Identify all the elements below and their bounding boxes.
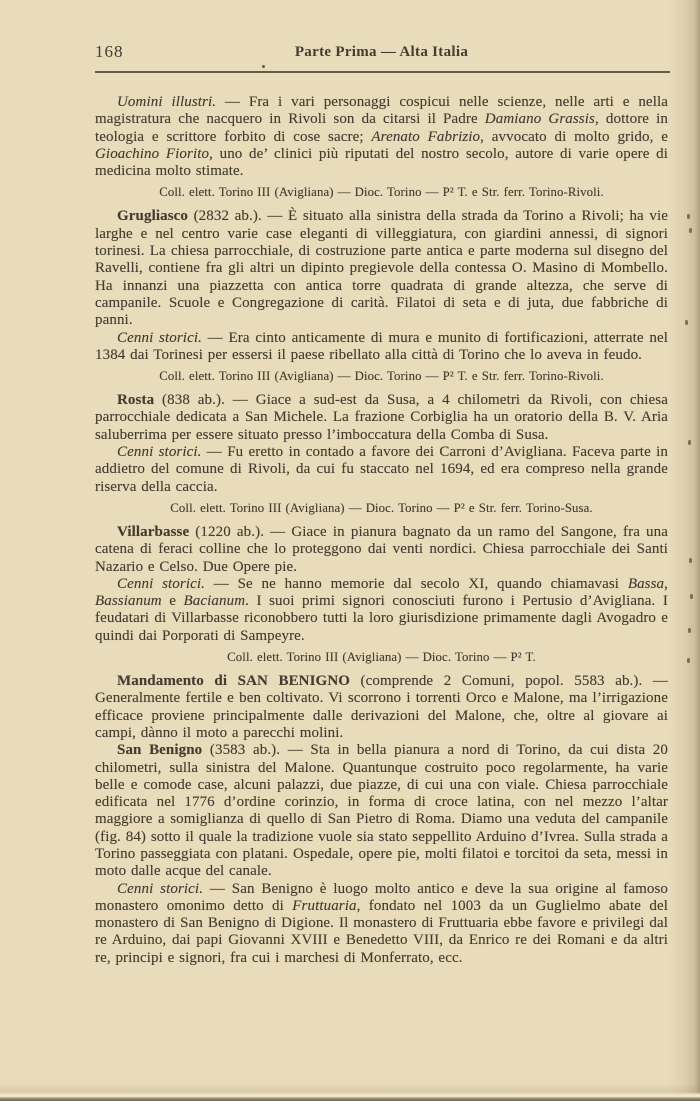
text-run: Bassianum — [95, 593, 162, 610]
text-run: — Fra i vari personaggi cospicui nelle scienze, nelle arti e nella magistratura che nacquero in Rivoli son da citarsi il Padre — [95, 94, 668, 128]
page-number: 168 — [95, 42, 124, 61]
text-run: . I suoi primi signori conosciuti furono i Pertusio d’Avigliana. I feudatari di Villarbasse riconobbero tutti la loro giurisdizione primamente dagli Avogadro e quindi dai Porporati di Sampeyre. — [95, 593, 668, 644]
paragraph-rosta-cenni-storici — [95, 444, 668, 496]
text-run: Bassa — [627, 575, 665, 592]
text-run: — Fu eretto in contado a favore dei Carroni d’Avigliana. Faceva parte in addietro del comune di Rivoli, da cui fu staccato nel 1694, ed era compreso nella grande riserva della caccia. — [95, 444, 668, 495]
text-run: Rosta — [117, 392, 155, 409]
text-run: Coll. elett. Torino III (Avigliana) — Dioc. Torino — P² T. e Str. ferr. Torino-Rivoli. — [159, 185, 604, 200]
text-run: Coll. elett. Torino III (Avigliana) — Dioc. Torino — P² T. e Str. ferr. Torino-Rivoli. — [159, 369, 604, 384]
text-run: , — [664, 575, 669, 592]
text-run: (1220 ab.). — Giace in pianura bagnato da un ramo del Sangone, fra una catena di feraci colline che lo proteggono dai venti nordici. Chiesa parrocchiale dei Santi Nazario e Celso. Due Opere pie. — [95, 523, 668, 575]
text-run: Coll. elett. Torino III (Avigliana) — Dioc. Torino — P² T. — [227, 650, 536, 665]
scan-speck — [688, 440, 691, 445]
note-coll-elett-rivoli-2 — [95, 369, 668, 384]
text-run: Fruttuaria — [292, 897, 357, 914]
running-header — [95, 42, 668, 64]
note-coll-elett-villarbasse — [95, 650, 668, 665]
paragraph-grugliasco — [95, 208, 668, 329]
note-coll-elett-rivoli-1 — [95, 185, 668, 200]
text-run: — Se ne hanno memorie dal secolo XI, quando chiamavasi — [204, 575, 628, 592]
paragraph-san-benigno — [95, 742, 668, 880]
text-run: (comprende 2 Comuni, popol. 5583 ab.). — Generalmente fertile e ben coltivato. Vi scorrono i torrenti Orco e Malone, ma l’irrigazione efficace proviene principalmente dalle derivazioni del Malone, che, oltre al giovare ai campi, dànno il moto a parecchi molini. — [95, 673, 668, 741]
text-run: Bacianum — [183, 593, 246, 610]
text-run: Grugliasco — [117, 208, 188, 225]
text-run: Cenni storici. — [117, 329, 202, 346]
scan-speck — [689, 558, 692, 563]
paragraph-grugliasco-cenni-storici — [95, 330, 668, 365]
text-run: Cenni storici. — [117, 880, 204, 897]
text-run: Mandamento di SAN BENIGNO — [117, 673, 351, 690]
paragraph-san-benigno-cenni-storici — [95, 881, 668, 967]
text-run: , fondato nel 1003 da un Guglielmo abate del monastero di San Benigno di Digione. Il monastero di Fruttuaria ebbe favore e privilegi dal re Arduino, dai papi Giovanni XVIII e Benedetto VIII, da Enrico re dei Romani e da altri re, principi e signori, fra cui i marchesi di Monferrato, ecc. — [95, 897, 669, 966]
text-run: e — [161, 593, 184, 610]
text-run: San Benigno — [117, 742, 203, 759]
scan-speck — [688, 628, 691, 633]
text-run: , avvocato di molto grido, e — [480, 128, 668, 145]
scan-speck — [687, 214, 690, 219]
text-run: Arenato Fabrizio — [371, 128, 481, 145]
running-head-title: Parte Prima — Alta Italia — [294, 44, 469, 60]
text-run: (2832 ab.). — È situato alla sinistra della strada da Torino a Rivoli; ha vie larghe e nel centro varie case eleganti di villeggiatura, con giardini annessi, di signori torinesi. La chiesa parrocchiale, di costruzione parte antica e parte moderna sul disegno del Ravelli, contiene fra gli altri un dipinto pregievole della contessa O. Masino di Mombello. Ha innanzi una piazzetta con antica torre quadrata di grande altezza, che serve di campanile. Scuole e Congregazione di carità. Filatoi di seta e di juta, due fabbriche di panni. — [95, 208, 668, 329]
page-edge-shadow-bottom — [0, 1083, 700, 1101]
page-edge-shadow-right — [668, 0, 700, 1101]
paragraph-villarbasse — [95, 524, 668, 576]
text-run: Cenni storici. — [117, 575, 205, 592]
scan-speck — [687, 658, 690, 663]
text-run: Gioachino Fiorito — [95, 145, 210, 162]
text-run: , uno de’ clinici più riputati del nostro secolo, autore di varie opere di medicina molto stimate. — [95, 145, 668, 180]
text-run: Damiano Grassis — [484, 111, 595, 128]
paragraph-rosta — [95, 392, 668, 444]
text-run: Cenni storici. — [117, 444, 202, 461]
paragraph-uomini-illustri — [95, 94, 668, 180]
scan-speck — [689, 228, 692, 233]
scan-speck — [685, 320, 688, 325]
text-run: Coll. elett. Torino III (Avigliana) — Dioc. Torino — P² e Str. ferr. Torino-Susa. — [170, 500, 593, 515]
header-rule — [95, 71, 670, 73]
text-run: Villarbasse — [117, 523, 190, 540]
scan-speck — [690, 594, 693, 599]
text-run: (838 ab.). — Giace a sud-est da Susa, a 4 chilometri da Rivoli, con chiesa parrocchiale dedicata a San Michele. La frazione Corbiglia ha un oratorio della B. V. Aria saluberrima per essere situato presso l’imboccatura della Comba di Susa. — [95, 392, 668, 443]
text-run: — Era cinto anticamente di mura e munito di fortificazioni, atterrate nel 1384 dai Torinesi per essersi il paese ribellato alla città di Torino che lo aveva in feudo. — [95, 329, 668, 363]
text-column — [95, 94, 668, 967]
paragraph-villarbasse-cenni-storici — [95, 576, 668, 645]
text-run: (3583 ab.). — Sta in bella pianura a nord di Torino, da cui dista 20 chilometri, sulla sinistra del Malone. Quantunque costruito poco regolarmente, ha varie belle e comode case, alcuni palazzi, due piazze, di cui una con viale. Chiesa parrocchiale edificata nel 1776 d’ordine corinzio, in forma di croce latina, con nel mezzo l’altar maggiore a somiglianza di quello di San Pietro di Roma. Diamo una veduta del campanile (fig. 84) sotto il quale la tradizione vuole sia stato seppellito Arduino d’Ivrea. Sulla strada a Torino passeggiata con platani. Ospedale, opere pie, molti filatoi e torcitoi da seta, messi in moto dalle acque del canale. — [95, 742, 669, 880]
text-run: Uomini illustri. — [117, 94, 217, 110]
note-coll-elett-susa — [95, 501, 668, 516]
text-run: , dottore in teologia e scrittore forbito di cose sacre; — [95, 111, 669, 145]
text-run: — San Benigno è luogo molto antico e deve la sua origine al famoso monastero omonimo detto di — [95, 880, 668, 914]
ink-speck — [262, 65, 265, 68]
paragraph-mandamento-san-benigno — [95, 673, 668, 742]
